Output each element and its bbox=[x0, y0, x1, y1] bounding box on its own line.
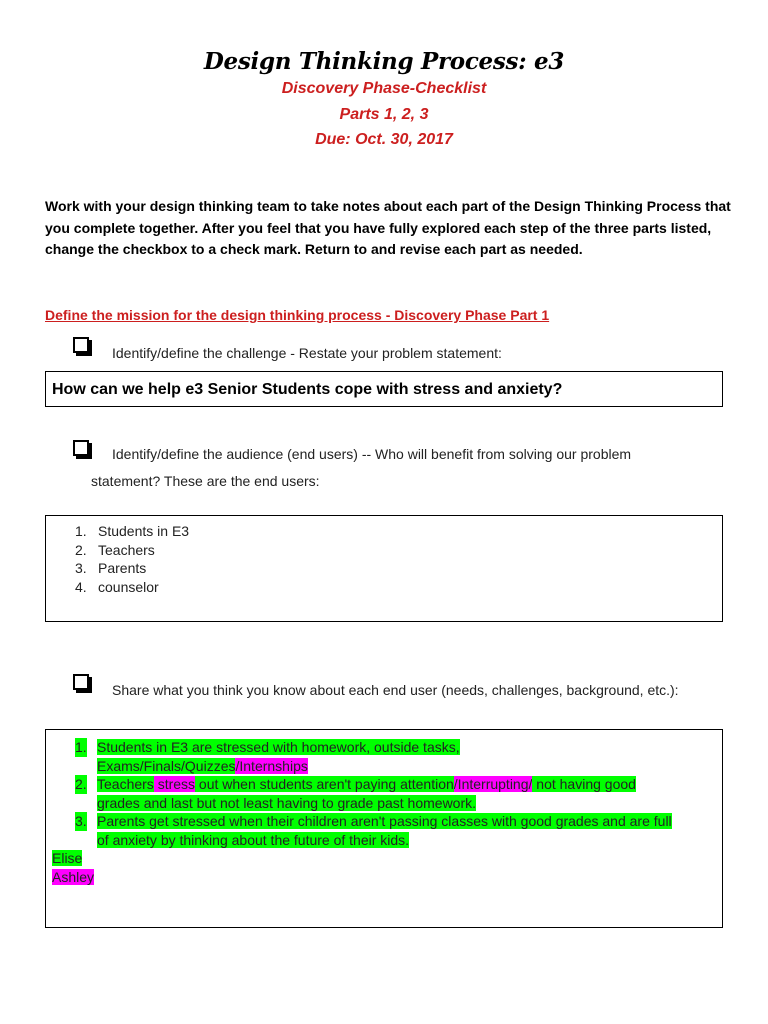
checkbox-icon[interactable] bbox=[73, 440, 91, 458]
challenge-prompt: Identify/define the challenge - Restate your problem statement: bbox=[112, 345, 502, 361]
end-user-knowledge-prompt: Share what you think you know about each end user (needs, challenges, background, etc.): bbox=[112, 682, 679, 698]
checkbox-icon[interactable] bbox=[73, 337, 91, 355]
end-users-box[interactable] bbox=[45, 515, 723, 622]
list-item: 2. Teachers bbox=[75, 541, 155, 558]
audience-prompt-line2: statement? These are the end users: bbox=[91, 473, 320, 489]
checkbox-icon[interactable] bbox=[73, 674, 91, 692]
document-parts: Parts 1, 2, 3 bbox=[339, 106, 429, 123]
audience-prompt-line1: Identify/define the audience (end users) -- Who will benefit from solving our problem bbox=[112, 446, 632, 462]
author-name-ashley: Ashley bbox=[52, 868, 95, 885]
document-title: Design Thinking Process: e3 bbox=[203, 48, 565, 75]
list-item: 1. Students in E3 are stressed with homework, outside tasks, Exams/Finals/Quizzes/Internships bbox=[75, 739, 460, 774]
problem-statement-box[interactable]: How can we help e3 Senior Students cope with stress and anxiety? bbox=[45, 371, 723, 407]
list-item: 4. counselor bbox=[75, 578, 159, 595]
document-subtitle: Discovery Phase-Checklist bbox=[281, 80, 487, 97]
section1-heading: Define the mission for the design thinking process - Discovery Phase Part 1 bbox=[45, 307, 550, 323]
author-name-elise: Elise bbox=[52, 850, 83, 866]
instructions-paragraph: Work with your design thinking team to take notes about each part of the Design Thinking Process that you complete together. After you feel that you have fully explored each step of the three parts listed, change the checkbox to a check mark. Return to and revise each part as needed. bbox=[45, 198, 731, 257]
list-item: 3. Parents get stressed when their children aren't passing classes with good grades and are full of anxiety by thinking about the future of their kids. bbox=[75, 813, 672, 848]
end-user-knowledge-box[interactable] bbox=[45, 729, 723, 928]
list-item: 2. Teachers stress out when students aren't paying attention/Interrupting/ not having good grades and last but not least having to grade past homework. bbox=[75, 776, 636, 811]
list-item: 3. Parents bbox=[75, 560, 147, 576]
document-due-date: Due: Oct. 30, 2017 bbox=[315, 131, 453, 148]
list-item: 1. Students in E3 bbox=[75, 523, 190, 539]
